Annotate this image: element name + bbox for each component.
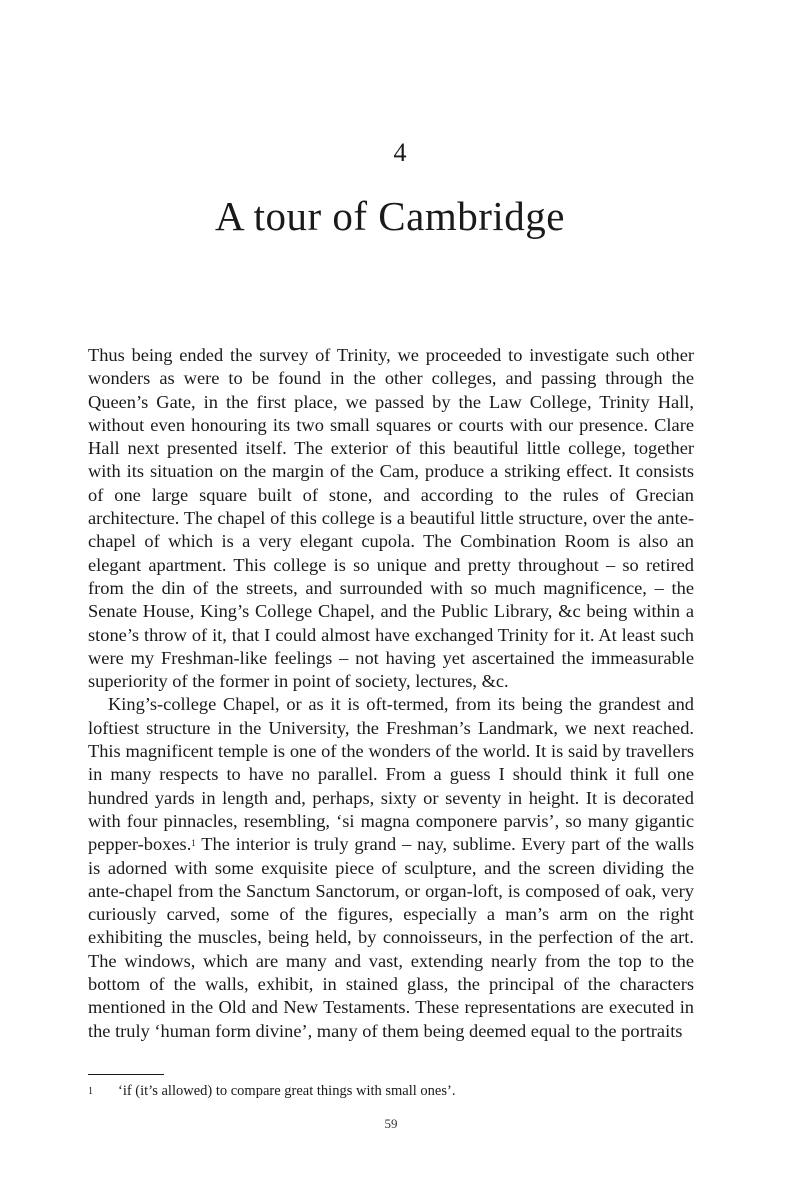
- chapter-number: 4: [393, 138, 407, 167]
- paragraph-1: Thus being ended the survey of Trinity, we proceeded to investigate such other wonders as were to be found in the other colleges, and passing through the Queen’s Gate, in the first place, we passed by the Law College, Trinity Hall, without even honouring its two small squares or courts with our presence. Clare Hall next presented itself. The exterior of this beautiful little college, together with its situation on the margin of the Cam, produce a striking effect. It consists of one large square built of stone, and according to the rules of Grecian architecture. The chapel of this college is a beautiful little structure, over the ante-chapel of which is a very elegant cupola. The Combination Room is also an elegant apartment. This college is so unique and pretty throughout – so retired from the din of the streets, and surrounded with so much magnificence, – the Senate House, King’s College Chapel, and the Public Library, &c being within a stone’s throw of it, that I could almost have exchanged Trinity for it. At least such were my Freshman-like feelings – not having yet ascertained the immeasurable superiority of the former in point of society, lectures, &c.: [88, 345, 694, 692]
- paragraph-2: [88, 693, 694, 1042]
- chapter-title: A tour of Cambridge: [215, 193, 565, 239]
- footnote-divider: [88, 1074, 164, 1075]
- paragraph-2-text-before-note: King’s-college Chapel, or as it is oft-termed, from its being the grandest and loftiest structure in the University, the Freshman’s Landmark, we next reached. This magnificent temple is one of the wonders of the world. It is said by travellers in many respects to have no parallel. From a guess I should think it full one hundred yards in length and, perhaps, sixty or seventy in height. It is decorated with four pinnacles, resembling, ‘si magna componere parvis’, so many gigantic pepper-boxes.: [88, 694, 694, 855]
- body-text: [88, 344, 694, 1043]
- footnote-text: ‘if (it’s allowed) to compare great things with small ones’.: [118, 1083, 456, 1099]
- paragraph-2-text-after-note: The interior is truly grand – nay, sublime. Every part of the walls is adorned with some exquisite piece of sculpture, and the screen dividing the ante-chapel from the Sanctum Sanctorum, or organ-loft, is composed of oak, very curiously carved, some of the figures, especially a man’s arm on the right exhibiting the muscles, being held, by connoisseurs, in the perfection of the art. The windows, which are many and vast, extending nearly from the top to the bottom of the walls, exhibit, in stained glass, the principal of the characters mentioned in the Old and New Testaments. These representations are executed in the truly ‘human form divine’, many of them being deemed equal to the portraits: [88, 834, 694, 1041]
- footnote-marker: 1: [88, 1086, 93, 1097]
- footnote-reference[interactable]: 1: [191, 838, 196, 849]
- footnote: [88, 1081, 694, 1101]
- page-number: 59: [384, 1116, 398, 1131]
